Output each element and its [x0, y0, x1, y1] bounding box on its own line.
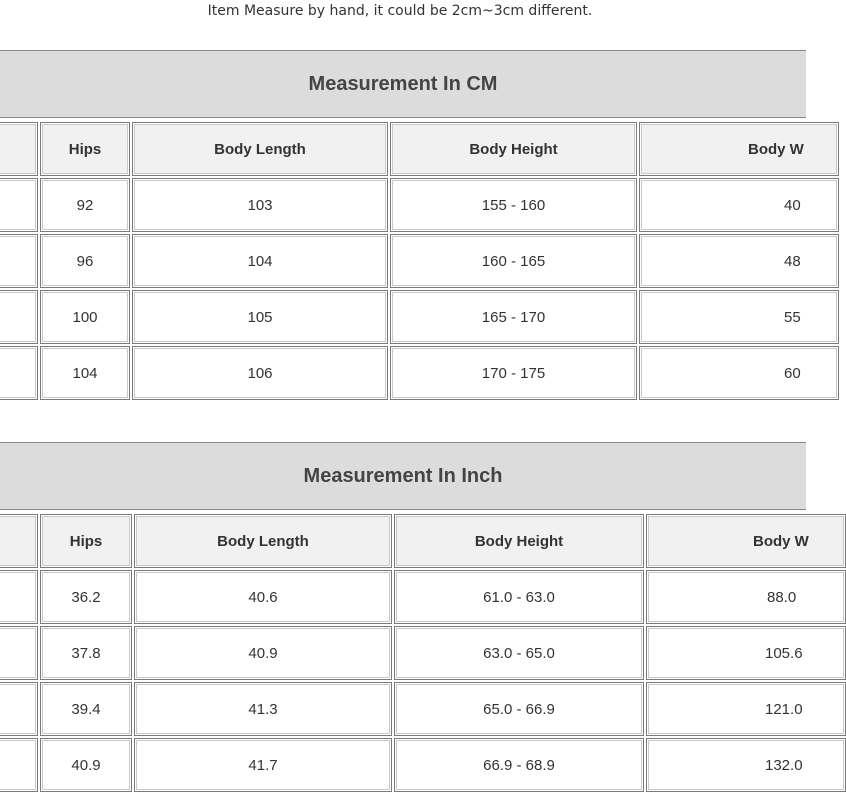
cm-header-size	[0, 122, 38, 176]
table-cell: 165 - 170	[390, 290, 637, 344]
table-cell: 60	[639, 346, 839, 400]
table-cell	[0, 234, 38, 288]
table-cell: 104	[132, 234, 388, 288]
table-cell: 55	[639, 290, 839, 344]
table-cell: 155 - 160	[390, 178, 637, 232]
measurement-note: Item Measure by hand, it could be 2cm~3cm different.	[207, 3, 593, 19]
table-cell: 160 - 165	[390, 234, 637, 288]
table-cell	[0, 290, 38, 344]
table-cell: 170 - 175	[390, 346, 637, 400]
table-cell: 132.0	[646, 738, 846, 792]
cm-header-body-weight: Body W	[639, 122, 839, 176]
cm-table-title: Measurement In CM	[0, 50, 806, 118]
cm-size-table	[0, 50, 804, 404]
table-cell: 66.9 - 68.9	[394, 738, 644, 792]
table-cell: 96	[40, 234, 130, 288]
table-cell: 92	[40, 178, 130, 232]
table-cell	[0, 626, 38, 680]
table-cell: 40.9	[40, 738, 132, 792]
table-cell: 36.2	[40, 570, 132, 624]
cm-header-body-height: Body Height	[390, 122, 637, 176]
table-cell	[0, 346, 38, 400]
table-cell: 41.3	[134, 682, 392, 736]
inch-table-title: Measurement In Inch	[0, 442, 806, 510]
table-cell: 65.0 - 66.9	[394, 682, 644, 736]
table-cell: 40.9	[134, 626, 392, 680]
cm-header-body-length: Body Length	[132, 122, 388, 176]
table-cell: 100	[40, 290, 130, 344]
inch-header-body-weight: Body W	[646, 514, 846, 568]
table-cell: 37.8	[40, 626, 132, 680]
table-cell: 105.6	[646, 626, 846, 680]
inch-header-hips: Hips	[40, 514, 132, 568]
inch-header-body-length: Body Length	[134, 514, 392, 568]
table-cell: 121.0	[646, 682, 846, 736]
table-cell: 105	[132, 290, 388, 344]
table-cell: 103	[132, 178, 388, 232]
table-cell	[0, 570, 38, 624]
table-cell: 106	[132, 346, 388, 400]
inch-header-size	[0, 514, 38, 568]
table-cell	[0, 738, 38, 792]
table-cell: 48	[639, 234, 839, 288]
table-cell: 63.0 - 65.0	[394, 626, 644, 680]
table-cell: 61.0 - 63.0	[394, 570, 644, 624]
table-cell	[0, 682, 38, 736]
table-cell: 40.6	[134, 570, 392, 624]
table-cell: 104	[40, 346, 130, 400]
inch-size-table	[0, 442, 809, 798]
cm-header-hips: Hips	[40, 122, 130, 176]
table-cell: 40	[639, 178, 839, 232]
inch-header-body-height: Body Height	[394, 514, 644, 568]
table-cell	[0, 178, 38, 232]
table-cell: 41.7	[134, 738, 392, 792]
table-cell: 39.4	[40, 682, 132, 736]
table-cell: 88.0	[646, 570, 846, 624]
